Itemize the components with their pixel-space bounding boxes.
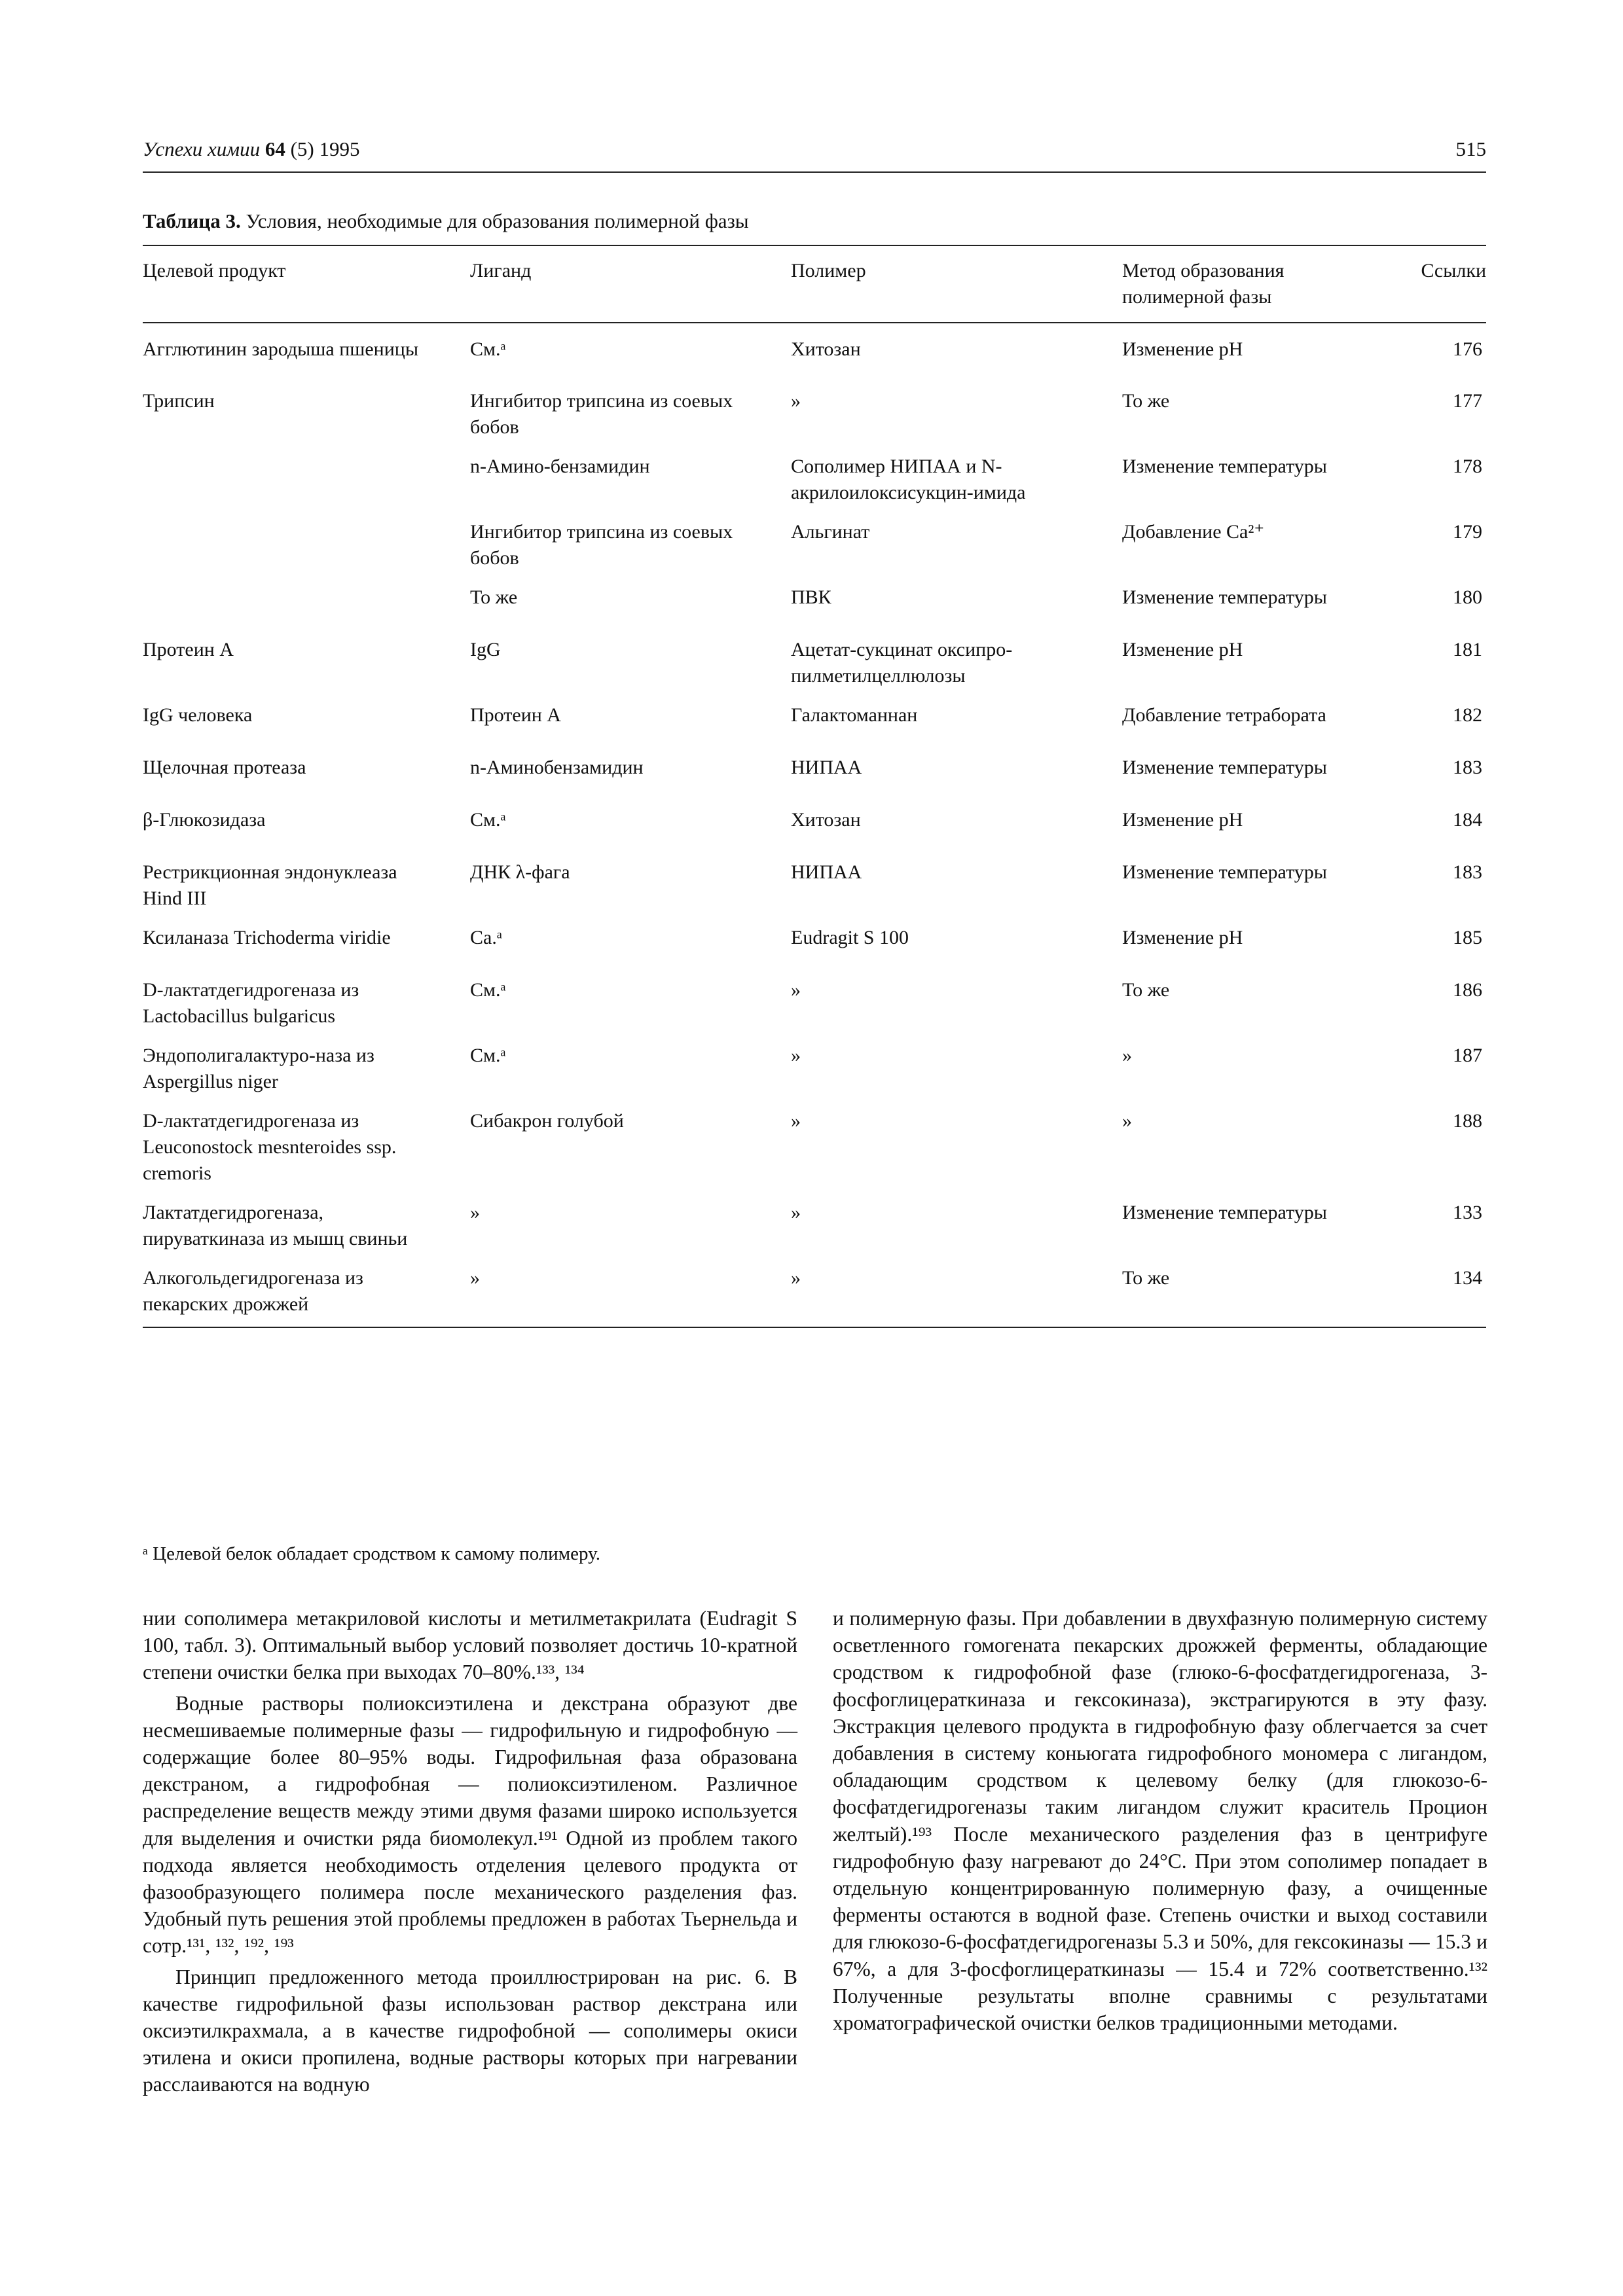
table-caption xyxy=(143,209,749,233)
cell-polymer: Eudragit S 100 xyxy=(791,927,909,948)
cell-method: То же xyxy=(1122,979,1170,1001)
cell-polymer: » xyxy=(791,390,801,412)
cell-ligand: ДНК λ-фага xyxy=(470,861,570,883)
cell-method: Изменение температуры xyxy=(1122,757,1327,778)
cell-product: Протеин А xyxy=(143,639,234,660)
cell-ligand: См.ᵃ xyxy=(470,338,506,360)
cell-ligand: То же xyxy=(470,586,518,608)
cell-method: Изменение pH xyxy=(1122,809,1243,831)
cell-polymer: Альгинат xyxy=(791,521,870,543)
table-row xyxy=(143,624,1486,689)
table-row xyxy=(143,846,1486,912)
table-footnote: ᵃ Целевой белок обладает сродством к самому полимеру. xyxy=(143,1543,600,1564)
cell-method: Изменение pH xyxy=(1122,927,1243,948)
cell-polymer: » xyxy=(791,1202,801,1223)
cell-ligand: Протеин А xyxy=(470,704,561,726)
cell-ligand: IgG xyxy=(470,639,501,660)
cell-ligand: См.ᵃ xyxy=(470,809,506,831)
cell-ligand: » xyxy=(470,1267,480,1289)
cell-polymer: Хитозан xyxy=(791,338,861,360)
col-header-polymer: Полимер xyxy=(791,260,866,281)
cell-product: Рестрикционная эндонуклеаза Hind III xyxy=(143,861,397,909)
cell-ref: 133 xyxy=(1453,1202,1482,1223)
table-row xyxy=(143,1187,1486,1252)
table-row xyxy=(143,794,1486,846)
cell-ref: 182 xyxy=(1453,704,1482,726)
cell-ligand: См.ᵃ xyxy=(470,1045,506,1066)
cell-product: Трипсин xyxy=(143,390,215,412)
cell-method: » xyxy=(1122,1045,1132,1066)
journal-name: Успехи химии xyxy=(143,137,261,160)
table-body xyxy=(143,323,1486,1327)
cell-method: Изменение температуры xyxy=(1122,861,1327,883)
col-header-ligand: Лиганд xyxy=(470,260,532,281)
cell-ref: 181 xyxy=(1453,639,1482,660)
cell-ligand: n-Аминобензамидин xyxy=(470,757,644,778)
cell-polymer: НИПАА xyxy=(791,861,862,883)
cell-ref: 186 xyxy=(1453,979,1482,1001)
cell-product xyxy=(143,506,470,571)
cell-ref: 184 xyxy=(1453,809,1482,831)
cell-product: Алкогольдегидрогеназа из пекарских дрожжей xyxy=(143,1267,363,1315)
col-header-method: Метод образования полимерной фазы xyxy=(1122,260,1285,308)
table-row xyxy=(143,440,1486,506)
header-rule xyxy=(143,171,1486,173)
cell-product: Ксиланаза Trichoderma viridie xyxy=(143,927,391,948)
cell-method: Добавление тетрабората xyxy=(1122,704,1326,726)
cell-method: Изменение pH xyxy=(1122,639,1243,660)
cell-product xyxy=(143,571,470,624)
cell-polymer: Галактоманнан xyxy=(791,704,918,726)
cell-ref: 188 xyxy=(1453,1110,1482,1132)
cell-polymer: » xyxy=(791,1110,801,1132)
cell-method: То же xyxy=(1122,390,1170,412)
cell-product: Агглютинин зародыша пшеницы xyxy=(143,338,418,360)
cell-ligand: Сибакрон голубой xyxy=(470,1110,624,1132)
cell-ref: 183 xyxy=(1453,757,1482,778)
journal-volume: 64 xyxy=(264,137,285,160)
table-header-row xyxy=(143,245,1486,323)
cell-product xyxy=(143,440,470,506)
page-number: 515 xyxy=(1455,137,1486,160)
journal-issue: (5) xyxy=(290,137,314,160)
cell-ref: 185 xyxy=(1453,927,1482,948)
cell-ref: 134 xyxy=(1453,1267,1482,1289)
cell-ligand: » xyxy=(470,1202,480,1223)
table-row xyxy=(143,571,1486,624)
cell-method: » xyxy=(1122,1110,1132,1132)
cell-product: Щелочная протеаза xyxy=(143,757,306,778)
cell-ref: 177 xyxy=(1453,390,1482,412)
cell-ref: 179 xyxy=(1453,521,1482,543)
cell-polymer: НИПАА xyxy=(791,757,862,778)
cell-ref: 187 xyxy=(1453,1045,1482,1066)
cell-polymer: » xyxy=(791,1045,801,1066)
cell-method: Изменение температуры xyxy=(1122,456,1327,477)
table-row xyxy=(143,1095,1486,1187)
cell-ligand: Ингибитор трипсина из соевых бобов xyxy=(470,521,733,569)
body-paragraph: нии сополимера метакриловой кислоты и метилметакрилата (Eudragit S 100, табл. 3). Оптимальный выбор условий позволяет достичь 10-кратной степени очистки белка при выходах 70–80%.¹³³, ¹³⁴ xyxy=(143,1607,797,1684)
journal-citation xyxy=(143,137,359,161)
cell-polymer: ПВК xyxy=(791,586,831,608)
table-row xyxy=(143,1030,1486,1095)
body-paragraph: Водные растворы полиоксиэтилена и декстрана образуют две несмешиваемые полимерные фазы — гидрофильную и гидрофобную — содержащие более 80–95% воды. Гидрофильная фаза образована декстраном, а гидрофобная — полиоксиэтиленом. Различное распределение веществ между этими двумя фазами широко используется для выделения и очистки ряда биомолекул.¹⁹¹ Одной из проблем такого подхода является необходимость отделения целевого продукта от фазообразующего полимера после механического разделения фаз. Удобный путь решения этой проблемы предложен в работах Тьернельда и сотр.¹³¹, ¹³², ¹⁹², ¹⁹³ xyxy=(143,1691,797,1958)
table-caption-label: Таблица 3. xyxy=(143,209,241,232)
cell-polymer: Ацетат-сукцинат оксипро-пилметилцеллюлозы xyxy=(791,639,1013,687)
cell-ligand: См.ᵃ xyxy=(470,979,506,1001)
cell-polymer: » xyxy=(791,1267,801,1289)
table-row xyxy=(143,1252,1486,1327)
cell-method: Добавление Ca²⁺ xyxy=(1122,521,1265,543)
col-header-refs: Ссылки xyxy=(1421,260,1486,281)
cell-product: Эндополигалактуро-наза из Aspergillus niger xyxy=(143,1045,374,1092)
cell-ligand: Са.ᵃ xyxy=(470,927,503,948)
cell-method: Изменение pH xyxy=(1122,338,1243,360)
body-column-right xyxy=(833,1605,1487,2040)
table-row xyxy=(143,323,1486,375)
table-row xyxy=(143,506,1486,571)
cell-ligand: Ингибитор трипсина из соевых бобов xyxy=(470,390,733,438)
body-paragraph: Принцип предложенного метода проиллюстрирован на рис. 6. В качестве гидрофильной фазы использован раствор декстрана или оксиэтилкрахмала, а в качестве гидрофобной — сополимеры окиси этилена и окиси пропилена, водные растворы которых при нагревании расслаиваются на водную xyxy=(143,1965,797,2096)
cell-polymer: Сополимер НИПАА и N-акрилоилоксисукцин-имида xyxy=(791,456,1026,503)
cell-polymer: » xyxy=(791,979,801,1001)
conditions-table xyxy=(143,245,1486,1328)
table-row xyxy=(143,689,1486,742)
cell-ref: 178 xyxy=(1453,456,1482,477)
table-caption-text: Условия, необходимые для образования полимерной фазы xyxy=(240,209,749,232)
running-header xyxy=(143,137,1486,170)
cell-polymer: Хитозан xyxy=(791,809,861,831)
cell-ref: 176 xyxy=(1453,338,1482,360)
cell-product: Лактатдегидрогеназа, пируваткиназа из мышц свиньи xyxy=(143,1202,408,1249)
body-column-left xyxy=(143,1605,797,2102)
cell-product: D-лактатдегидрогеназа из Leuconostock mesnteroides ssp. cremoris xyxy=(143,1110,397,1184)
cell-method: То же xyxy=(1122,1267,1170,1289)
cell-product: β-Глюкозидаза xyxy=(143,809,266,831)
cell-ref: 183 xyxy=(1453,861,1482,883)
cell-product: IgG человека xyxy=(143,704,253,726)
table-row xyxy=(143,375,1486,440)
conditions-table-wrap xyxy=(143,245,1486,1328)
journal-year: 1995 xyxy=(319,137,360,160)
cell-ref: 180 xyxy=(1453,586,1482,608)
cell-ligand: n-Амино-бензамидин xyxy=(470,456,650,477)
table-row xyxy=(143,964,1486,1030)
cell-product: D-лактатдегидрогеназа из Lactobacillus bulgaricus xyxy=(143,979,359,1027)
table-row xyxy=(143,912,1486,964)
cell-method: Изменение температуры xyxy=(1122,586,1327,608)
table-row xyxy=(143,742,1486,794)
col-header-product: Целевой продукт xyxy=(143,260,286,281)
body-paragraph: и полимерную фазы. При добавлении в двухфазную полимерную систему осветленного гомогената пекарских дрожжей ферменты, обладающие сродством к гидрофобной фазе (глюко-6-фосфатдегидрогеназа, 3-фосфоглицераткиназа и гексокиназа), экстрагируются в эту фазу. Экстракция целевого продукта в гидрофобную фазу облегчается за счет добавления в систему коньюгата гидрофобного мономера с лигандом, обладающим сродством к целевому белку (для глюкозо-6-фосфатдегидрогеназы таким лигандом служит краситель Процион желтый).¹⁹³ После механического разделения фаз в центрифуге гидрофобную фазу нагревают до 24°С. При этом сополимер попадает в отдельную концентрированную полимерную фазу, а очищенные ферменты остаются в водной фазе. Степень очистки и выход составили для глюкозо-6-фосфатдегидрогеназы 5.3 и 50%, для гексокиназы — 15.3 и 67%, а для 3-фосфоглицераткиназы — 15.4 и 72% соответственно.¹³² Полученные результаты вполне сравнимы с результатами хроматографической очистки белков традиционными методами. xyxy=(833,1607,1487,2035)
cell-method: Изменение температуры xyxy=(1122,1202,1327,1223)
